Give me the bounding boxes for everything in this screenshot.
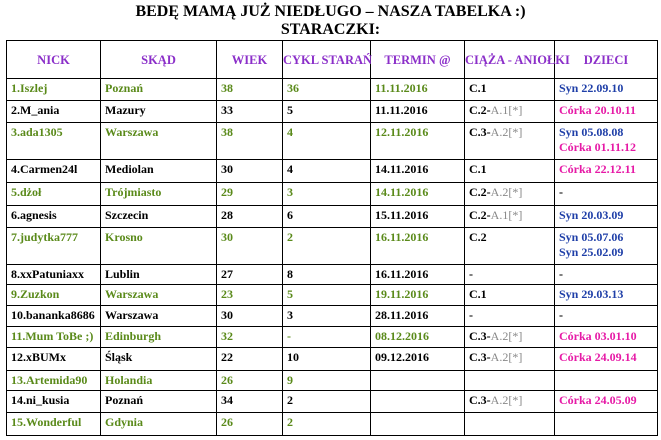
pregnancy-number: C.3- [469,124,491,139]
table-row [7,265,658,285]
children-cell [555,122,658,159]
from-cell: Poznań [101,391,217,413]
table-header-row [7,41,658,79]
children-cell [555,205,658,227]
age-cell: 30 [217,305,283,326]
from-cell: Warszawa [101,122,217,159]
angels-count: A.2[*] [490,350,523,365]
cycle-cell: 2 [283,412,371,435]
nick-cell: 10.bananka8686 [7,305,101,326]
pregnancy-cell [465,205,555,227]
children-cell [555,326,658,348]
pregnancy-cell [465,371,555,391]
child-entry: Córka 20.10.11 [559,102,637,117]
age-cell: 30 [217,160,283,183]
from-cell: Mediolan [101,160,217,183]
table-row [7,412,658,435]
header-nick: NICK [7,41,101,79]
pregnancy-number: - [469,267,473,282]
table-row [7,79,658,101]
cycle-cell: - [283,326,371,348]
cycle-cell: 3 [283,183,371,206]
termin-cell: 16.11.2016 [371,227,465,264]
termin-cell: 19.11.2016 [371,285,465,306]
children-cell [555,305,658,326]
children-cell [555,412,658,435]
cycle-cell: 4 [283,122,371,159]
pregnancy-number: C.3- [469,393,491,408]
pregnancy-number: C.1 [469,81,487,95]
nick-cell: 2.M_ania [7,100,101,122]
termin-cell: 11.11.2016 [371,79,465,101]
age-cell: 34 [217,391,283,413]
header-from: SKĄD [101,41,217,79]
members-table [6,40,658,436]
pregnancy-cell [465,348,555,371]
termin-cell: 14.11.2016 [371,160,465,183]
pregnancy-number: C.1 [469,162,487,177]
child-entry: - [559,267,563,282]
from-cell: Edinburgh [101,326,217,348]
cycle-cell: 8 [283,265,371,285]
nick-cell: 5.dżoł [7,183,101,206]
termin-cell: 15.11.2016 [371,205,465,227]
pregnancy-cell [465,326,555,348]
pregnancy-number: C.2- [469,102,491,117]
cycle-cell: 10 [283,348,371,371]
cycle-cell: 3 [283,305,371,326]
nick-cell: 4.Carmen24l [7,160,101,183]
header-ciaza: CIĄŻA - ANIOŁKI [465,41,555,79]
pregnancy-number: C.2- [469,185,491,200]
age-cell: 26 [217,412,283,435]
nick-cell: 3.ada1305 [7,122,101,159]
from-cell: Krosno [101,227,217,264]
child-entry: Syn 29.03.13 [559,287,624,302]
pregnancy-cell [465,305,555,326]
angels-count: A.2[*] [490,328,523,343]
header-children: DZIECI [555,41,658,79]
table-row [7,285,658,306]
child-entry: - [559,185,563,200]
pregnancy-cell [465,122,555,159]
pregnancy-cell [465,412,555,435]
cycle-cell: 5 [283,100,371,122]
table-row [7,160,658,183]
cycle-cell: 2 [283,391,371,413]
page-subtitle: STARACZKI: [280,21,381,38]
age-cell: 38 [217,79,283,101]
pregnancy-cell [465,227,555,264]
termin-cell: 16.11.2016 [371,265,465,285]
child-entry: Córka 01.11.12 [559,139,637,154]
nick-cell: 9.Zuzkon [7,285,101,306]
pregnancy-number: C.3- [469,328,491,343]
pregnancy-number: C.2- [469,207,491,222]
child-entry: Córka 24.09.14 [559,350,637,365]
age-cell: 22 [217,348,283,371]
pregnancy-number: - [469,307,473,322]
children-cell [555,183,658,206]
pregnancy-cell [465,79,555,101]
pregnancy-number: C.2 [469,229,487,244]
child-entry: Syn 22.09.10 [559,81,624,95]
child-entry: Syn 20.03.09 [559,207,624,222]
from-cell: Śląsk [101,348,217,371]
termin-cell [371,391,465,413]
children-cell [555,79,658,101]
pregnancy-cell [465,183,555,206]
child-entry: Córka 03.01.10 [559,328,637,343]
child-entry: Syn 05.08.08 [559,124,624,139]
cycle-cell: 5 [283,285,371,306]
age-cell: 28 [217,205,283,227]
age-cell: 38 [217,122,283,159]
age-cell: 32 [217,326,283,348]
table-row [7,326,658,348]
cycle-cell: 6 [283,205,371,227]
children-cell [555,391,658,413]
nick-cell: 8.xxPatuniaxx [7,265,101,285]
table-row [7,391,658,413]
termin-cell [371,412,465,435]
from-cell: Mazury [101,100,217,122]
angels-count: A.2[*] [490,185,523,200]
termin-cell: 28.11.2016 [371,305,465,326]
cycle-cell: 36 [283,79,371,101]
cycle-cell: 2 [283,227,371,264]
header-age: WIEK [217,41,283,79]
children-cell [555,160,658,183]
age-cell: 33 [217,100,283,122]
angels-count: A.2[*] [490,393,523,408]
header-cycle: CYKL STARAŃ [283,41,371,79]
table-row [7,305,658,326]
nick-cell: 12.xBUMx [7,348,101,371]
from-cell: Trójmiasto [101,183,217,206]
age-cell: 27 [217,265,283,285]
termin-cell [371,371,465,391]
nick-cell: 13.Artemida90 [7,371,101,391]
table-row [7,348,658,371]
child-entry: Córka 22.12.11 [559,162,637,177]
nick-cell: 1.Iszlej [7,79,101,101]
children-cell [555,371,658,391]
pregnancy-cell [465,285,555,306]
child-entry: - [559,307,563,322]
termin-cell: 14.11.2016 [371,183,465,206]
table-row [7,183,658,206]
nick-cell: 6.agnesis [7,205,101,227]
from-cell: Holandia [101,371,217,391]
from-cell: Szczecin [101,205,217,227]
nick-cell: 15.Wonderful [7,412,101,435]
pregnancy-cell [465,100,555,122]
table-row [7,100,658,122]
age-cell: 29 [217,183,283,206]
cycle-cell: 9 [283,371,371,391]
children-cell [555,100,658,122]
angels-count: A.1[*] [490,207,523,222]
table-row [7,371,658,391]
child-entry: Syn 25.02.09 [559,244,624,259]
header-termin: TERMIN @ [371,41,465,79]
table-row [7,205,658,227]
pregnancy-number: C.1 [469,287,487,302]
termin-cell: 11.11.2016 [371,100,465,122]
termin-cell: 12.11.2016 [371,122,465,159]
child-entry: Syn 05.07.06 [559,229,624,244]
cycle-cell: 4 [283,160,371,183]
page-title: BEDĘ MAMĄ JUŻ NIEDŁUGO – NASZA TABELKA :) [135,3,526,20]
from-cell: Lublin [101,265,217,285]
child-entry: Córka 24.05.09 [559,393,637,408]
from-cell: Warszawa [101,285,217,306]
angels-count: A.1[*] [490,102,523,117]
nick-cell: 11.Mum ToBe ;) [7,326,101,348]
from-cell: Warszawa [101,305,217,326]
table-row [7,227,658,264]
age-cell: 30 [217,227,283,264]
children-cell [555,348,658,371]
pregnancy-number: C.3- [469,350,491,365]
age-cell: 23 [217,285,283,306]
nick-cell: 7.judytka777 [7,227,101,264]
from-cell: Poznań [101,79,217,101]
pregnancy-cell [465,391,555,413]
age-cell: 26 [217,371,283,391]
from-cell: Gdynia [101,412,217,435]
pregnancy-cell [465,160,555,183]
children-cell [555,285,658,306]
children-cell [555,227,658,264]
nick-cell: 14.ni_kusia [7,391,101,413]
termin-cell: 09.12.2016 [371,348,465,371]
pregnancy-cell [465,265,555,285]
angels-count: A.2[*] [490,124,523,139]
children-cell [555,265,658,285]
table-row [7,122,658,159]
termin-cell: 08.12.2016 [371,326,465,348]
